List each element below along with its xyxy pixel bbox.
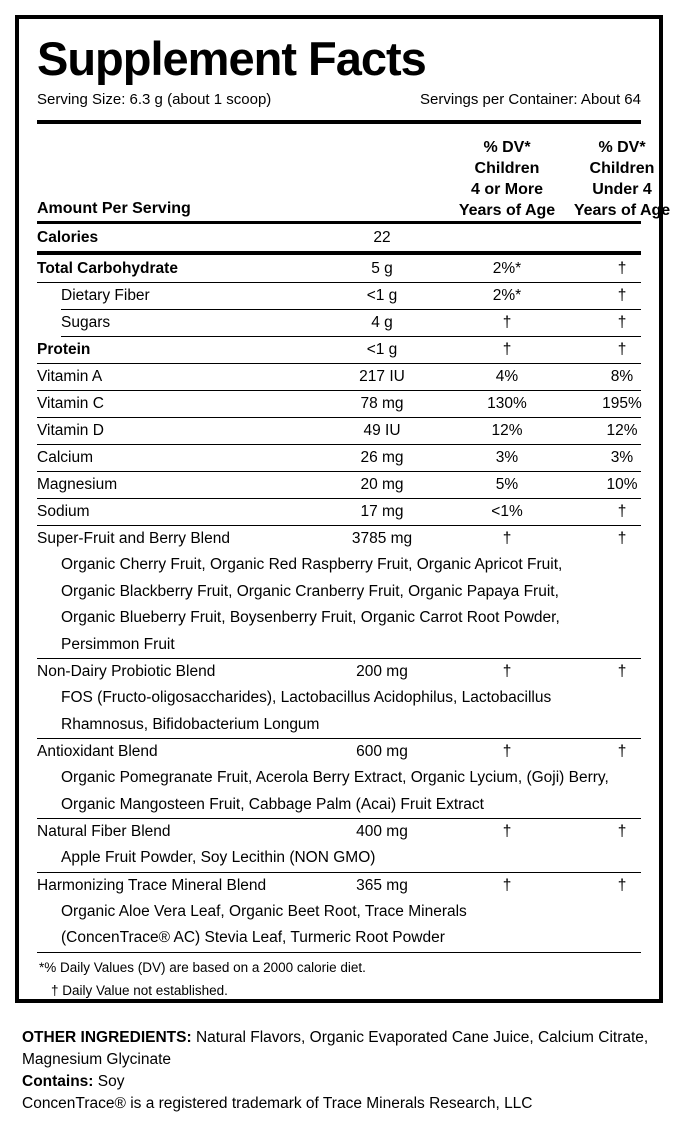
dv-column-header-4-plus [452, 137, 562, 221]
blend-row [37, 526, 641, 553]
panel-title: Supplement Facts [37, 32, 426, 85]
other-ingredients-label: OTHER INGREDIENTS: [22, 1029, 192, 1046]
nutrient-name: Sodium [37, 503, 90, 520]
dv-children-under-4: 195% [602, 395, 642, 412]
dv-children-under-4: † [617, 503, 627, 520]
amount-per-serving: 49 IU [363, 422, 401, 439]
dv-column-header-under-4 [567, 137, 677, 221]
dv-children-4-plus: † [502, 663, 512, 680]
trademark-notice: ConcenTrace® is a registered trademark of Trace Minerals Research, LLC [22, 1095, 533, 1112]
blend-ingredients [61, 899, 635, 952]
nutrient-name: Vitamin D [37, 422, 104, 439]
nutrient-row [37, 283, 641, 310]
dv-children-under-4: 8% [610, 368, 634, 385]
dv-children-4-plus: 2%* [492, 287, 522, 304]
blend-ingredient-line: Organic Blackberry Fruit, Organic Cranberry Fruit, Organic Papaya Fruit, [61, 582, 559, 600]
dv-children-4-plus: † [502, 876, 512, 894]
dv-children-4-plus: 4% [495, 368, 519, 385]
nutrient-name: Vitamin A [37, 368, 103, 385]
nutrient-name: Protein [37, 341, 91, 358]
amount-per-serving: 400 mg [356, 823, 408, 840]
nutrient-name: Natural Fiber Blend [37, 823, 171, 840]
supplement-facts-panel [15, 15, 671, 1003]
amount-per-serving: 4 g [371, 314, 393, 331]
dv-children-4-plus: † [502, 823, 512, 840]
nutrient-row [37, 418, 641, 445]
dv-header-line: Children [474, 160, 540, 177]
amount-per-serving: <1 g [366, 287, 398, 304]
dv-children-4-plus: 130% [487, 395, 527, 412]
blend-divider [37, 952, 641, 953]
dv-children-4-plus: 12% [491, 422, 523, 439]
thick-rule-calories [37, 251, 641, 255]
blend-row [37, 739, 641, 766]
dv-children-4-plus: 5% [495, 476, 519, 493]
blend-ingredient-line: Rhamnosus, Bifidobacterium Longum [61, 715, 320, 733]
amount-per-serving: 20 mg [360, 476, 404, 493]
dv-header-line: Under 4 [592, 181, 652, 198]
dv-children-under-4: † [617, 823, 627, 840]
nutrient-row [37, 364, 641, 391]
dv-header-line: Years of Age [458, 202, 556, 219]
contains-text: Soy [97, 1073, 125, 1090]
nutrient-row [37, 337, 641, 364]
amount-per-serving: 3785 mg [351, 530, 413, 547]
blend-ingredients [61, 845, 635, 872]
dv-children-under-4: † [617, 341, 627, 358]
nutrient-name: Harmonizing Trace Mineral Blend [37, 876, 267, 894]
nutrient-name: Super-Fruit and Berry Blend [37, 530, 230, 547]
amount-per-serving: 200 mg [356, 663, 408, 680]
dv-children-under-4: † [617, 663, 627, 680]
dv-children-4-plus: † [502, 743, 512, 760]
nutrient-row [37, 472, 641, 499]
dv-children-under-4: † [617, 743, 627, 760]
amount-per-serving: 217 IU [359, 368, 405, 385]
blend-ingredient-line: Organic Mangosteen Fruit, Cabbage Palm (Acai) Fruit Extract [61, 795, 484, 813]
blend-row [37, 659, 641, 686]
nutrient-row [37, 391, 641, 418]
blend-ingredients [61, 685, 635, 738]
dv-header-line: 4 or More [470, 181, 543, 198]
nutrient-row [37, 310, 641, 337]
dv-header-line: Children [589, 160, 655, 177]
blend-ingredient-line: Apple Fruit Powder, Soy Lecithin (NON GMO) [61, 849, 376, 866]
blend-ingredient-line: FOS (Fructo-oligosaccharides), Lactobacillus Acidophilus, Lactobacillus [61, 689, 552, 706]
blend-ingredient-line: Persimmon Fruit [61, 635, 175, 653]
amount-per-serving: 26 mg [360, 449, 404, 466]
dv-children-4-plus: 3% [495, 449, 519, 466]
servings-per-container: Servings per Container: About 64 [420, 91, 641, 108]
blend-row [37, 819, 641, 846]
amount-per-serving: 365 mg [356, 876, 408, 894]
thick-rule-header [37, 221, 641, 224]
calories-row [37, 225, 641, 252]
other-ingredients-section [22, 1027, 664, 1115]
nutrient-name: Vitamin C [37, 395, 104, 412]
other-ingredients-text-2: Magnesium Glycinate [22, 1051, 172, 1068]
blend-ingredient-line: Organic Cherry Fruit, Organic Red Raspberry Fruit, Organic Apricot Fruit, [61, 556, 563, 573]
other-ingredients-text: Natural Flavors, Organic Evaporated Cane Juice, Calcium Citrate, [195, 1029, 649, 1046]
dv-children-under-4: † [617, 314, 627, 331]
amount-per-serving: 78 mg [360, 395, 404, 412]
dv-children-under-4: † [617, 530, 627, 547]
nutrient-name: Magnesium [37, 476, 118, 493]
nutrient-row [37, 256, 641, 283]
nutrient-name: Non-Dairy Probiotic Blend [37, 663, 216, 680]
dv-children-under-4: 10% [606, 476, 638, 493]
blend-ingredients [61, 552, 635, 658]
dv-children-under-4: † [617, 260, 627, 277]
blend-ingredient-line: (ConcenTrace® AC) Stevia Leaf, Turmeric Root Powder [61, 929, 445, 946]
panel-content [37, 19, 671, 999]
serving-info [37, 89, 641, 111]
blend-ingredient-line: Organic Blueberry Fruit, Boysenberry Fruit, Organic Carrot Root Powder, [61, 609, 560, 626]
dv-header-line: % DV* [483, 139, 531, 156]
calories-label: Calories [37, 229, 99, 246]
dv-children-under-4: 12% [606, 422, 638, 439]
dv-children-4-plus: † [502, 530, 512, 547]
amount-per-serving: 17 mg [360, 503, 404, 520]
nutrient-name: Antioxidant Blend [37, 743, 158, 760]
nutrient-row [37, 445, 641, 472]
dv-children-4-plus: † [502, 314, 512, 331]
contains-label: Contains: [22, 1073, 94, 1090]
dv-children-under-4: † [617, 287, 627, 304]
dv-children-under-4: 3% [610, 449, 634, 466]
dagger-footnote: † Daily Value not established. [51, 983, 228, 998]
thick-rule-top [37, 120, 641, 124]
nutrient-name: Sugars [61, 314, 111, 331]
amount-per-serving: 5 g [371, 260, 393, 277]
nutrient-name: Dietary Fiber [61, 287, 150, 304]
blend-row [37, 873, 641, 900]
dv-header-line: Years of Age [573, 202, 671, 219]
dv-footnote: *% Daily Values (DV) are based on a 2000 calorie diet. [39, 960, 366, 975]
nutrient-row [37, 499, 641, 526]
nutrient-name: Total Carbohydrate [37, 260, 178, 277]
amount-per-serving: <1 g [366, 341, 398, 358]
amount-per-serving-header: Amount Per Serving [37, 200, 191, 217]
blend-ingredient-line: Organic Aloe Vera Leaf, Organic Beet Root, Trace Minerals [61, 902, 467, 920]
dv-children-under-4: † [617, 876, 627, 894]
amount-per-serving: 600 mg [356, 743, 408, 760]
serving-size: Serving Size: 6.3 g (about 1 scoop) [37, 91, 272, 108]
dv-children-4-plus: 2%* [492, 260, 522, 277]
dv-children-4-plus: † [502, 341, 512, 358]
blend-ingredient-line: Organic Pomegranate Fruit, Acerola Berry Extract, Organic Lycium, (Goji) Berry, [61, 769, 609, 786]
blend-ingredients [61, 765, 635, 818]
dv-children-4-plus: <1% [491, 503, 523, 520]
calories-amount: 22 [373, 229, 391, 246]
nutrient-name: Calcium [37, 449, 93, 466]
dv-header-line: % DV* [598, 139, 646, 156]
